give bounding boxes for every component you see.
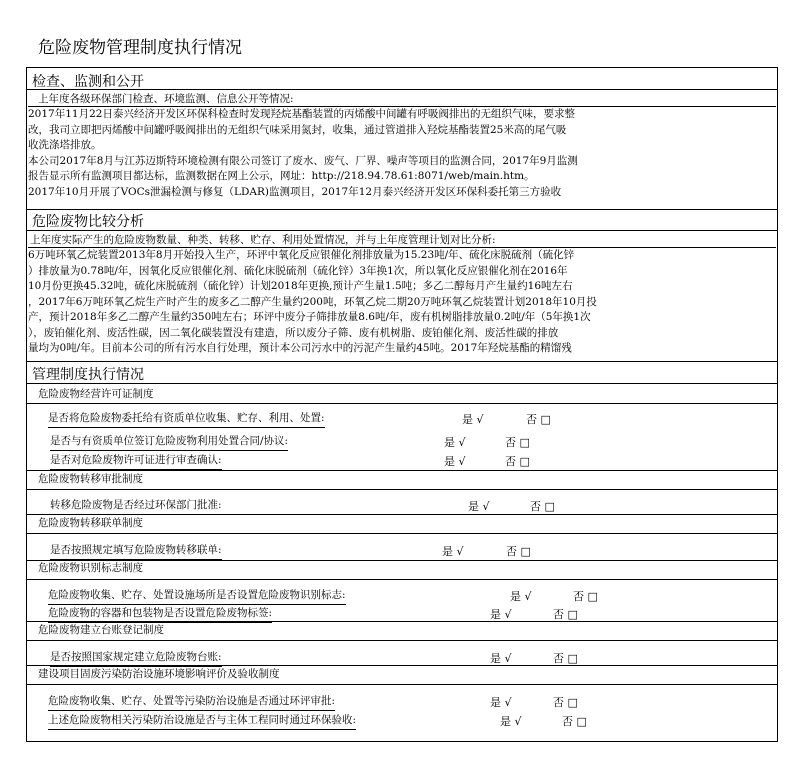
check-item-label: 是否将危险废物委托给有资质单位收集、贮存、利用、处置: xyxy=(48,411,325,428)
checkbox-empty-icon: □ xyxy=(520,545,531,558)
yes-checked: 是 √ xyxy=(444,436,466,449)
yes-checked: 是 √ xyxy=(442,545,464,558)
section-subheading-analysis: 上年度实际产生的危险废物数量、种类、转移、贮存、利用处置情况，并与上年度管理计划对比分析: xyxy=(30,234,496,246)
no-option: 否 □ xyxy=(573,590,598,603)
checkbox-empty-icon: □ xyxy=(576,715,587,728)
group-title: 危险废物识别标志制度 xyxy=(38,562,143,574)
no-option: 否 □ xyxy=(553,696,578,709)
no-option: 否 □ xyxy=(505,436,530,449)
divider xyxy=(26,579,778,580)
check-mark-icon: √ xyxy=(456,545,464,558)
divider xyxy=(26,640,778,641)
text-line: 2017年10月开展了VOCs泄漏检测与修复（LDAR)监测项目，2017年12月泰兴经济开发区环保科委托第三方验收 xyxy=(28,185,562,198)
text-line: 收洗涤塔排放。 xyxy=(28,139,102,151)
no-option: 否 □ xyxy=(562,715,587,728)
check-item-label: 是否按照国家规定建立危险废物台账: xyxy=(50,650,222,667)
text-line: 本公司2017年8月与江苏迈斯特环境检测有限公司签订了废水、废气、厂界、噪声等项目的监测合同，2017年9月监测 xyxy=(28,154,578,167)
checkbox-empty-icon: □ xyxy=(519,436,530,449)
group-title: 危险废物建立台账登记制度 xyxy=(38,624,164,636)
checkbox-empty-icon: □ xyxy=(587,590,598,603)
yes-checked: 是 √ xyxy=(510,590,532,603)
divider xyxy=(26,403,778,404)
checkbox-empty-icon: □ xyxy=(567,608,578,621)
text-line: 改，我司立即把丙烯酸中间罐呼吸阀排出的无组织气味采用氮封，收集，通过管道排入羟烷基酯装置25米高的尾气吸 xyxy=(28,123,567,136)
no-option: 否 □ xyxy=(530,500,555,513)
section-heading-management: 管理制度执行情况 xyxy=(32,367,144,383)
divider xyxy=(26,684,778,685)
check-mark-icon: √ xyxy=(476,413,484,426)
check-item-label: 是否与有资质单位签订危险废物利用处置合同/协议: xyxy=(50,434,288,451)
check-item-label: 是否按照规定填写危险废物转移联单: xyxy=(50,543,222,560)
text-line: 2017年11月22日泰兴经济开发区环保科检查时发现羟烷基酯装置的丙烯酸中间罐有呼吸阀排出的无组织气味，要求整 xyxy=(28,108,575,120)
divider xyxy=(26,230,778,231)
text-line: ），废铂催化剂、废活性碳，因二氧化碳装置没有建造，所以废分子筛、废有机树脂、废铂催化剂、废活性碳的排放 xyxy=(28,326,559,339)
no-option: 否 □ xyxy=(526,413,551,426)
yes-checked: 是 √ xyxy=(444,455,466,468)
checkbox-empty-icon: □ xyxy=(544,500,555,513)
section-heading-inspection: 检查、监测和公开 xyxy=(32,74,144,90)
text-line: 6万吨环氧乙烷装置2013年8月开始投入生产，环评中氧化反应银催化剂排放量为15.23吨/年、硫化床脱硫剂（硫化锌 xyxy=(28,249,575,261)
checkbox-empty-icon: □ xyxy=(567,696,578,709)
yes-checked: 是 √ xyxy=(490,652,512,665)
check-item-label: 是否对危险废物许可证进行审查确认: xyxy=(50,453,222,470)
divider xyxy=(26,665,778,666)
section-subheading-inspection: 上年度各级环保部门检查、环境监测、信息公开等情况: xyxy=(38,93,294,105)
check-mark-icon: √ xyxy=(458,436,466,449)
no-option: 否 □ xyxy=(553,652,578,665)
no-option: 否 □ xyxy=(506,545,531,558)
analysis-text xyxy=(28,248,776,357)
check-item-label: 转移危险废物是否经过环保部门批准: xyxy=(50,498,222,515)
text-line: 产，预计2018年多乙二醇产生量约350吨左右；环评中废分子筛排放量8.6吨/年，废有机树脂排放量0.2吨/年（5年换1次 xyxy=(28,311,591,323)
yes-checked: 是 √ xyxy=(490,696,512,709)
yes-checked: 是 √ xyxy=(462,413,484,426)
text-line: 10月份更换45.32吨，硫化床脱硫剂（硫化锌）计划2018年更换,预计产生量1.5吨；多乙二醇每月产生量约16吨左右 xyxy=(28,280,573,292)
check-mark-icon: √ xyxy=(504,696,512,709)
divider xyxy=(26,383,778,384)
check-mark-icon: √ xyxy=(504,652,512,665)
checkbox-empty-icon: □ xyxy=(540,413,551,426)
text-line: 量均为0吨/年。目前本公司的所有污水自行处理，预计本公司污水中的污泥产生量约45吨。2017年羟烷基酯的精馏残 xyxy=(28,342,572,354)
divider xyxy=(26,361,778,362)
group-title: 危险废物经营许可证制度 xyxy=(38,388,154,400)
check-mark-icon: √ xyxy=(524,590,532,603)
text-line: ，2017年6万吨环氧乙烷生产时产生的废多乙二醇产生量约200吨，环氧乙烷二期20万吨环氧乙烷装置计划2018年10月投 xyxy=(28,295,597,308)
checkbox-empty-icon: □ xyxy=(567,652,578,665)
check-mark-icon: √ xyxy=(514,715,522,728)
inspection-text xyxy=(28,107,776,200)
no-option: 否 □ xyxy=(553,608,578,621)
check-mark-icon: √ xyxy=(482,500,490,513)
yes-checked: 是 √ xyxy=(490,608,512,621)
checkbox-empty-icon: □ xyxy=(519,455,530,468)
divider xyxy=(26,209,778,210)
check-mark-icon: √ xyxy=(458,455,466,468)
divider xyxy=(26,621,778,622)
divider xyxy=(26,470,778,471)
check-mark-icon: √ xyxy=(504,608,512,621)
yes-checked: 是 √ xyxy=(500,715,522,728)
check-item-label: 危险废物的容器和包装物是否设置危险废物标签: xyxy=(48,606,272,623)
yes-checked: 是 √ xyxy=(468,500,490,513)
group-title: 危险废物转移联单制度 xyxy=(38,517,143,529)
check-item-label: 危险废物收集、贮存、处置设施场所是否设置危险废物识别标志: xyxy=(48,588,346,605)
divider xyxy=(26,489,778,490)
check-item-label: 危险废物收集、贮存、处置等污染防治设施是否通过环评审批: xyxy=(48,694,335,711)
text-line: 报告显示所有监测项目都达标，监测数据在网上公示，网址：http://218.94.78.61:8071/web/main.htm。 xyxy=(28,170,535,182)
no-option: 否 □ xyxy=(505,455,530,468)
divider xyxy=(26,514,778,515)
text-line: ）排放量为0.78吨/年，因氧化反应银催化剂、硫化床脱硫剂（硫化锌）3年换1次，所以氧化反应银催化剂在2016年 xyxy=(28,264,568,277)
section-heading-analysis: 危险废物比较分析 xyxy=(32,214,144,230)
check-item-label: 上述危险废物相关污染防治设施是否与主体工程同时通过环保验收: xyxy=(48,713,356,730)
group-title: 建设项目固废污染防治设施环境影响评价及验收制度 xyxy=(38,668,280,680)
group-title: 危险废物转移审批制度 xyxy=(38,473,143,485)
divider xyxy=(26,533,778,534)
page-title: 危险废物管理制度执行情况 xyxy=(38,38,242,58)
